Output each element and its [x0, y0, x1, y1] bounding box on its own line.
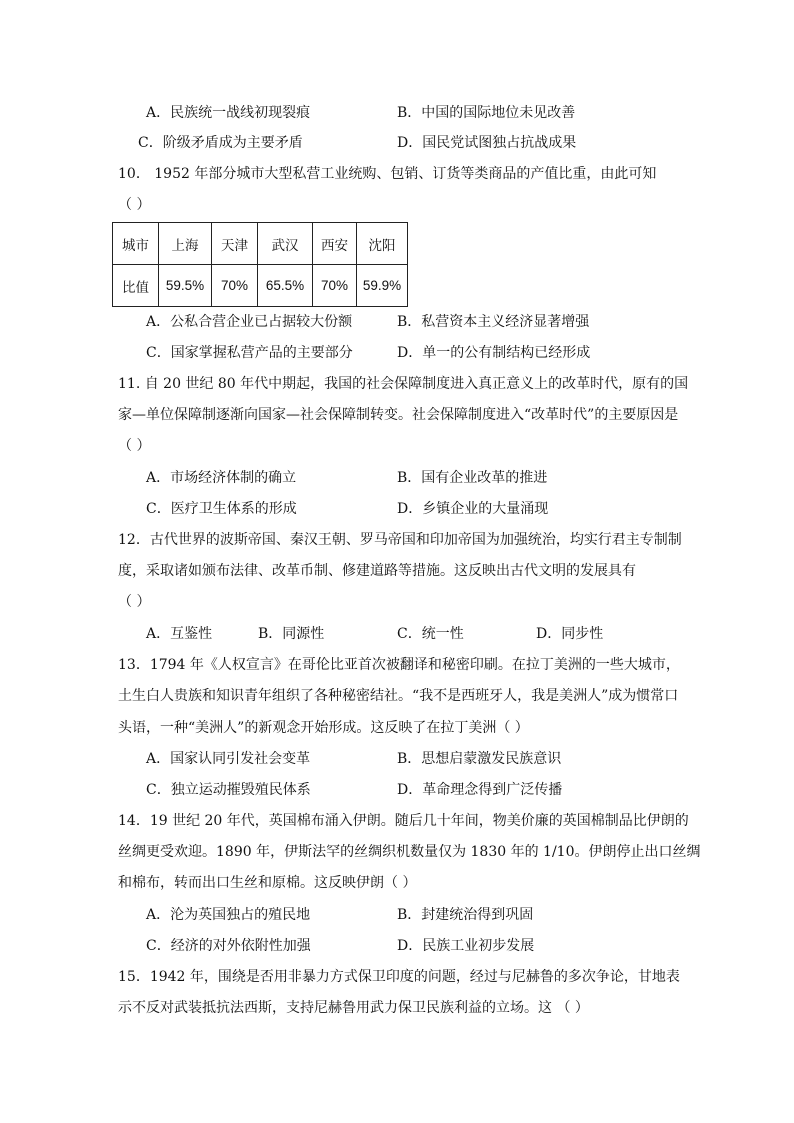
q10-option-b: B．私营资本主义经济显著增强 [397, 314, 590, 330]
q12-option-d: D．同步性 [536, 626, 604, 642]
q11-stem-line1: 11. 自 20 世纪 80 年代中期起，我国的社会保障制度进入真正意义上的改革时代，原有的国 [118, 376, 689, 392]
q13-stem-line3: 头语，一种“美洲人”的新观念开始形成。这反映了在拉丁美洲（ ） [118, 720, 529, 736]
table-cell: 天津 [212, 223, 258, 265]
q10-option-d: D．单一的公有制结构已经形成 [397, 345, 591, 361]
table-cell: 比值 [113, 265, 159, 307]
q9-option-a: A．民族统一战线初现裂痕 [146, 105, 311, 121]
q13-stem-line2: 土生白人贵族和知识青年组织了各种秘密结社。“我不是西班牙人，我是美洲人”成为惯常口 [118, 688, 679, 704]
q11-stem-line2: 家—单位保障制逐渐向国家—社会保障制转变。社会保障制度进入“改革时代”的主要原因是 [118, 407, 679, 423]
q13-option-b: B．思想启蒙激发民族意识 [397, 751, 562, 767]
table-cell: 西安 [313, 223, 357, 265]
q11-stem-line3: （ ） [118, 438, 151, 454]
q9-option-b: B．中国的国际地位未见改善 [397, 105, 576, 121]
q10-option-c: C．国家掌握私营产品的主要部分 [146, 345, 353, 361]
q13-option-a: A．国家认同引发社会变革 [146, 751, 311, 767]
table-cell: 59.5% [159, 265, 212, 307]
q15-stem-line2: 示不反对武装抵抗法西斯，支持尼赫鲁用武力保卫民族利益的立场。这 （ ） [118, 1000, 589, 1016]
q11-option-d: D．乡镇企业的大量涌现 [397, 501, 549, 517]
q9-option-d: D．国民党试图独占抗战成果 [397, 135, 577, 151]
q15-stem-line1: 15．1942 年，围绕是否用非暴力方式保卫印度的问题，经过与尼赫鲁的多次争论，甘地表 [118, 969, 680, 985]
q10-option-a: A．公私合营企业已占据较大份额 [146, 314, 353, 330]
q9-option-c: C．阶级矛盾成为主要矛盾 [138, 135, 303, 151]
q14-option-b: B．封建统治得到巩固 [397, 907, 534, 923]
q14-stem-line1: 14．19 世纪 20 年代，英国棉布涌入伊朗。随后几十年间，物美价廉的英国棉制品比伊朗的 [118, 813, 689, 829]
q12-stem-line1: 12．古代世界的波斯帝国、秦汉王朝、罗马帝国和印加帝国为加强统治，均实行君主专制制 [118, 532, 682, 548]
q10-stem-line1: 10． 1952 年部分城市大型私营工业统购、包销、订货等类商品的产值比重，由此可知 [118, 166, 657, 182]
q12-option-b: B．同源性 [258, 626, 325, 642]
q11-option-b: B．国有企业改革的推进 [397, 470, 548, 486]
q13-option-c: C．独立运动摧毁殖民体系 [146, 782, 311, 798]
q14-option-d: D．民族工业初步发展 [397, 938, 535, 954]
table-cell: 武汉 [258, 223, 313, 265]
table-cell: 59.9% [357, 265, 408, 307]
q10-table [112, 222, 408, 307]
table-cell: 城市 [113, 223, 159, 265]
q12-option-a: A．互鉴性 [146, 626, 213, 642]
table-cell: 沈阳 [357, 223, 408, 265]
table-cell: 70% [212, 265, 258, 307]
table-header-row [113, 223, 408, 265]
q13-stem-line1: 13．1794 年《人权宣言》在哥伦比亚首次被翻译和秘密印刷。在拉丁美洲的一些大城市， [118, 657, 680, 673]
table-cell: 65.5% [258, 265, 313, 307]
q12-stem-line2: 度，采取诸如颁布法律、改革币制、修建道路等措施。这反映出古代文明的发展具有 [118, 563, 636, 579]
q11-option-c: C．医疗卫生体系的形成 [146, 501, 297, 517]
table-cell: 70% [313, 265, 357, 307]
q12-option-c: C．统一性 [397, 626, 464, 642]
table-row [113, 265, 408, 307]
q11-option-a: A．市场经济体制的确立 [146, 470, 297, 486]
q13-option-d: D．革命理念得到广泛传播 [397, 782, 563, 798]
table-cell: 上海 [159, 223, 212, 265]
q10-stem-line2: （ ） [118, 197, 151, 213]
q14-stem-line2: 丝绸更受欢迎。1890 年，伊斯法罕的丝绸织机数量仅为 1830 年的 1/10。伊朗停止出口丝绸 [118, 844, 701, 860]
q12-stem-line3: （ ） [118, 594, 151, 610]
q14-option-a: A．沦为英国独占的殖民地 [146, 907, 311, 923]
q14-stem-line3: 和棉布，转而出口生丝和原棉。这反映伊朗（ ） [118, 875, 417, 891]
q14-option-c: C．经济的对外依附性加强 [146, 938, 311, 954]
